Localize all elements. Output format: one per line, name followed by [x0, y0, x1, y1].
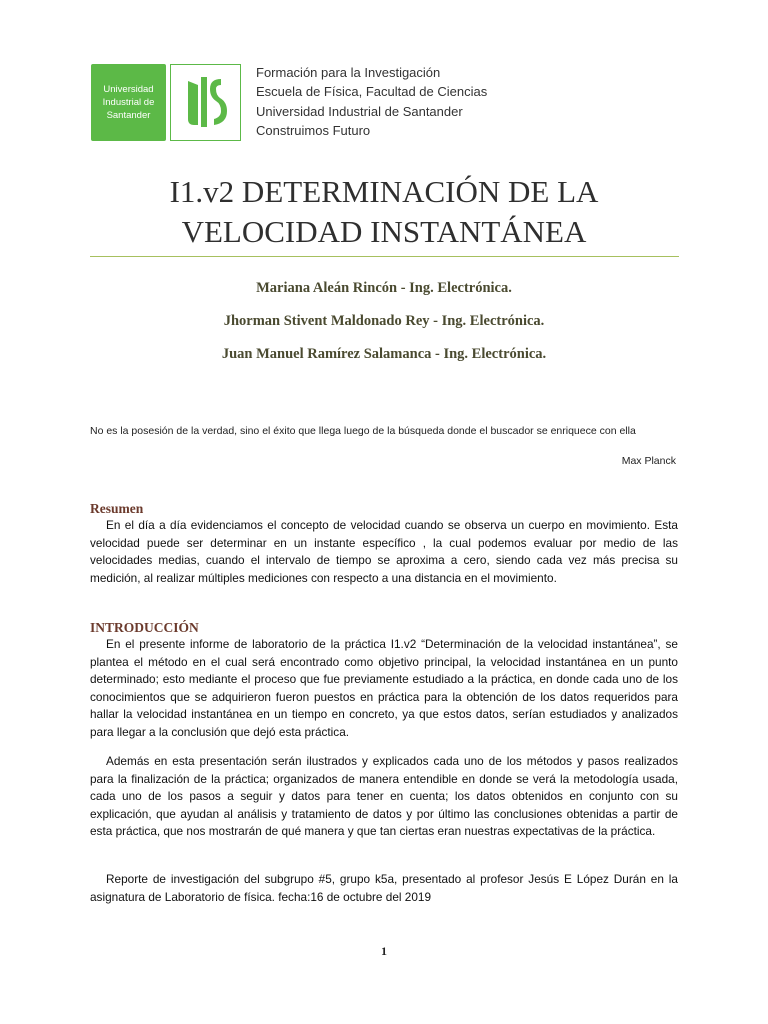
header-line-university: Universidad Industrial de Santander	[256, 103, 463, 119]
resumen-heading: Resumen	[90, 501, 144, 516]
title-line-2: VELOCIDAD INSTANTÁNEA	[181, 214, 587, 249]
logo-text-line-1: Universidad	[103, 84, 154, 95]
logo-text-line-2: Industrial de	[102, 97, 155, 108]
introduccion-paragraph-1: En el presente informe de laboratorio de la práctica I1.v2 “Determinación de la velocidad instantánea”, se plantea el método en el cual será encontrado como objetivo principal, la velocidad instantánea en un punto determinado; esto mediante el proceso que fue previamente estudiado a la práctica, en donde cada uno de los conocimientos que se adquirieron fueron puestos en práctica para la obtención de los datos requeridos para hallar la velocidad instantánea en un tiempo en concreto, ya que estos datos, serían estudiados y analizados para llegar a la conclusión que dejó esta práctica.	[90, 637, 678, 739]
author-1: Mariana Aleán Rincón - Ing. Electrónica.	[256, 280, 512, 296]
uis-monogram-icon	[171, 65, 239, 139]
uis-monogram-logo	[170, 64, 241, 141]
title-divider	[90, 256, 679, 257]
title-line-1: I1.v2 DETERMINACIÓN DE LA	[169, 174, 599, 209]
author-3: Juan Manuel Ramírez Salamanca - Ing. Electrónica.	[221, 346, 547, 362]
document-title	[90, 172, 678, 252]
epigraph-author: Max Planck	[621, 455, 676, 467]
introduccion-heading: INTRODUCCIÓN	[90, 620, 199, 635]
introduccion-paragraph-3: Reporte de investigación del subgrupo #5, grupo k5a, presentado al profesor Jesús E López Durán en la asignatura de Laboratorio de física. fecha:16 de octubre del 2019	[90, 872, 678, 904]
introduccion-paragraph-2: Además en esta presentación serán ilustrados y explicados cada uno de los métodos y pasos realizados para la finalización de la práctica; organizados de manera entendible en donde se verá la metodología usada, cada uno de los pasos a seguir y datos para tener en cuenta; los datos obtenidos en conjunto con su explicación, que ayudan al análisis y tratamiento de datos y por último las conclusiones obtenidas a partir de esta práctica, que nos mostrarán de qué manera y que tan ciertas eran nuestras expectativas de la práctica.	[90, 754, 678, 839]
header-line-school: Escuela de Física, Facultad de Ciencias	[256, 84, 488, 100]
logo-text-line-3: Santander	[106, 110, 151, 121]
university-logo	[91, 64, 166, 141]
header-text-block	[256, 63, 487, 140]
epigraph-quote: No es la posesión de la verdad, sino el éxito que llega luego de la búsqueda donde el buscador se enriquece con ella	[90, 425, 636, 437]
author-2: Jhorman Stivent Maldonado Rey - Ing. Electrónica.	[223, 313, 545, 329]
page-number: 1	[381, 944, 387, 958]
authors-list	[90, 278, 678, 377]
header-line-program: Formación para la Investigación	[256, 65, 441, 80]
header-line-motto: Construimos Futuro	[256, 122, 371, 138]
resumen-paragraph: En el día a día evidenciamos el concepto de velocidad cuando se observa un cuerpo en movimiento. Esta velocidad puede ser determinar en un instante específico , la cual podemos evaluar por medio de las velocidades medias, cuando el intervalo de tiempo se aproxima a cero, siendo cada vez más precisa su medición, al realizar múltiples mediciones con respecto a una distancia en el movimiento.	[90, 518, 678, 585]
